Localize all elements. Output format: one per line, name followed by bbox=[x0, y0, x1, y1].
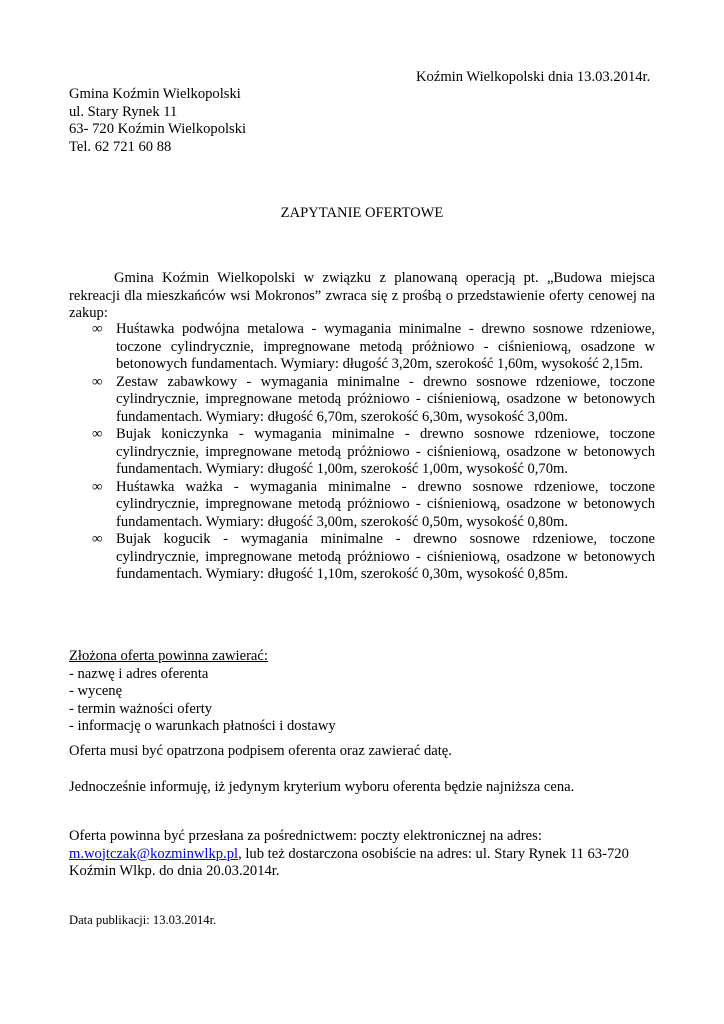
criterion-note: Jednocześnie informuję, iż jedynym kryterium wyboru oferenta będzie najniższa cena. bbox=[69, 779, 575, 795]
requirement-item: - nazwę i adres oferenta bbox=[69, 665, 209, 682]
bullet-icon: ∞ bbox=[92, 531, 103, 547]
intro-paragraph bbox=[69, 270, 655, 323]
submission-text-rest: , lub też dostarczona osobiście na adres: ul. Stary Rynek 11 63-720 Koźmin Wlkp. do dnia 20.03.2014r. bbox=[69, 845, 629, 879]
sender-phone: Tel. 62 721 60 88 bbox=[69, 138, 172, 155]
submission-text-start: Oferta powinna być przesłana za pośrednictwem: poczty elektronicznej na adres: bbox=[69, 828, 542, 844]
sender-name: Gmina Koźmin Wielkopolski bbox=[69, 86, 241, 102]
requirements-block bbox=[69, 648, 336, 736]
requirement-item: - informację o warunkach płatności i dostawy bbox=[69, 718, 336, 734]
list-item bbox=[69, 426, 655, 479]
sender-street: ul. Stary Rynek 11 bbox=[69, 103, 178, 120]
intro-text: Gmina Koźmin Wielkopolski w związku z planowaną operacją pt. „Budowa miejsca rekreacji dla mieszkańców wsi Mokronos” zwraca się z prośbą o przedstawienie oferty cenowej na zakup: bbox=[69, 270, 655, 321]
email-link[interactable]: m.wojtczak@kozminwlkp.pl bbox=[69, 845, 239, 862]
bullet-icon: ∞ bbox=[92, 426, 103, 442]
document-title: ZAPYTANIE OFERTOWE bbox=[280, 205, 444, 221]
bullet-icon: ∞ bbox=[92, 373, 103, 390]
requirement-item: - wycenę bbox=[69, 683, 123, 699]
list-item-text: Huśtawka ważka - wymagania minimalne - drewno sosnowe rdzeniowe, toczone cylindrycznie, impregnowane metodą próżniowo - ciśnieniową, osadzone w betonowych fundamentach. Wymiary: długość 3,00m, szerokość 0,50m, wysokość 0,80m. bbox=[116, 478, 655, 530]
signature-note: Oferta musi być opatrzona podpisem oferenta oraz zawierać datę. bbox=[69, 743, 452, 759]
publication-date: Data publikacji: 13.03.2014r. bbox=[69, 913, 217, 927]
requirement-item: - termin ważności oferty bbox=[69, 700, 213, 717]
place-date: Koźmin Wielkopolski dnia 13.03.2014r. bbox=[416, 69, 651, 85]
submission-paragraph bbox=[69, 828, 659, 881]
list-item-text: Huśtawka podwójna metalowa - wymagania minimalne - drewno sosnowe rdzeniowe, toczone cylindrycznie, impregnowane metodą próżniowo - ciśnieniową, osadzone w betonowych fundamentach. Wymiary: długość 3,20m, szerokość 1,60m, wysokość 2,15m. bbox=[116, 321, 655, 372]
bullet-icon: ∞ bbox=[92, 478, 103, 495]
list-item bbox=[69, 321, 655, 374]
list-item-text: Zestaw zabawkowy - wymagania minimalne - drewno sosnowe rdzeniowe, toczone cylindrycznie, impregnowane metodą próżniowo - ciśnieniową, osadzone w betonowych fundamentach. Wymiary: długość 6,70m, szerokość 6,30m, wysokość 3,00m. bbox=[116, 373, 655, 425]
sender-address-block bbox=[69, 86, 246, 156]
list-item bbox=[69, 531, 655, 584]
list-item-text: Bujak kogucik - wymagania minimalne - drewno sosnowe rdzeniowe, toczone cylindrycznie, impregnowane metodą próżniowo - ciśnieniową, osadzone w betonowych fundamentach. Wymiary: długość 1,10m, szerokość 0,30m, wysokość 0,85m. bbox=[116, 531, 655, 582]
sender-postal-city: 63- 720 Koźmin Wielkopolski bbox=[69, 121, 247, 137]
list-item bbox=[69, 479, 655, 532]
list-item bbox=[69, 374, 655, 427]
product-list bbox=[69, 321, 655, 584]
bullet-icon: ∞ bbox=[92, 321, 103, 337]
requirements-title: Złożona oferta powinna zawierać: bbox=[69, 648, 268, 664]
list-item-text: Bujak koniczynka - wymagania minimalne - drewno sosnowe rdzeniowe, toczone cylindrycznie, impregnowane metodą próżniowo - ciśnieniową, osadzone w betonowych fundamentach. Wymiary: długość 1,00m, szerokość 1,00m, wysokość 0,70m. bbox=[116, 426, 655, 477]
